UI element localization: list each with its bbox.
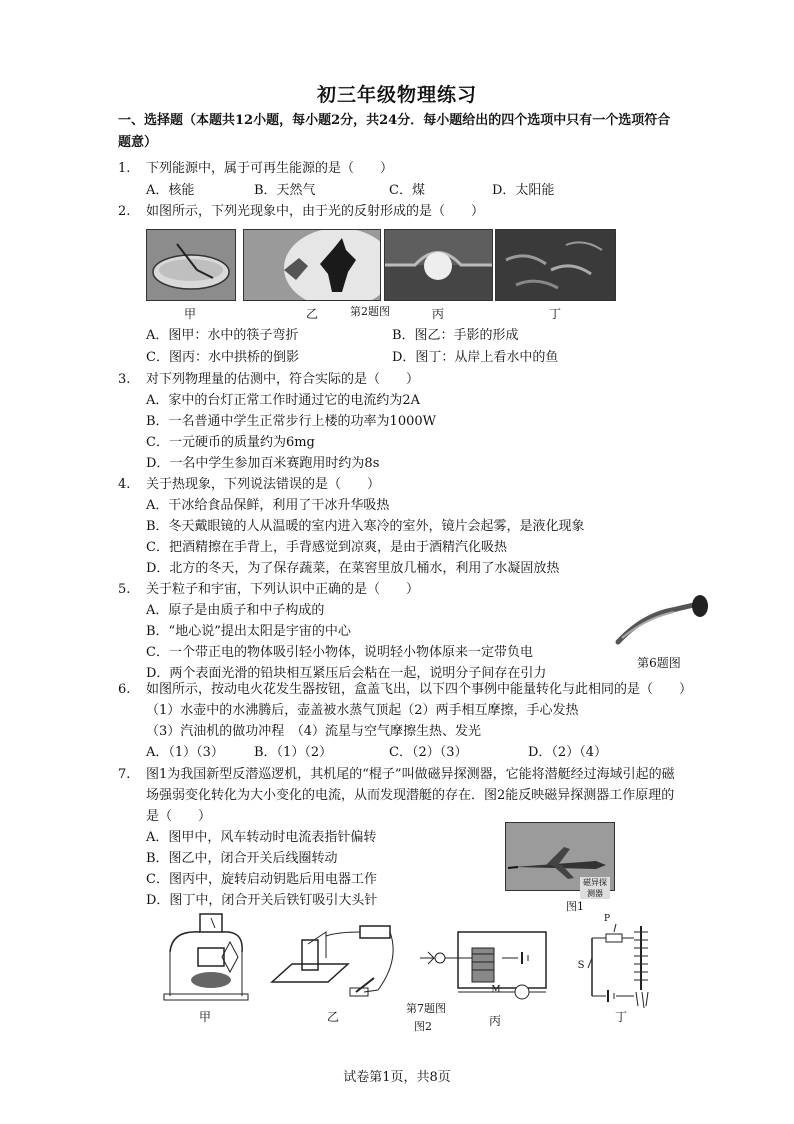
q2-stem: 2. 如图所示，下列光现象中，由于光的反射形成的是（ ）	[118, 204, 485, 219]
q6-sub2: （3）汽油机的做功冲程 （4）流星与空气摩擦生热、发光	[146, 724, 482, 739]
q7-circuit-switch-label: S	[577, 960, 585, 971]
q2-option-a: A．图甲：水中的筷子弯折	[146, 328, 299, 343]
q2-option-d: D．图丁：从岸上看水中的鱼	[392, 350, 559, 365]
q3-option-a: A．家中的台灯正常工作时通过它的电流约为2A	[146, 393, 421, 408]
bridge-reflection-picture	[385, 230, 492, 300]
q7-stem-line2: 场强弱变化转化为大小变化的电流，从而发现潜艇的存在．图2能反映磁异探测器工作原理的	[146, 788, 675, 803]
q6-stem: 6. 如图所示，按动电火花发生器按钮，盒盖飞出，以下四个事例中能量转化与此相同的是（ ）	[118, 682, 693, 697]
q7-option-d: D．图丁中，闭合开关后铁钉吸引大头针	[146, 893, 378, 908]
q7-option-c: C．图丙中，旋转启动钥匙后用电器工作	[146, 872, 377, 887]
q7-fig2-label-jia: 甲	[198, 1010, 211, 1024]
q3-option-c: C．一元硬币的质量约为6mg	[146, 435, 315, 450]
q7-fig1-caption: 图1	[566, 900, 584, 913]
q7-option-b: B．图乙中，闭合开关后线圈转动	[146, 851, 338, 866]
q4-stem: 4. 关于热现象，下列说法错误的是（ ）	[118, 477, 381, 492]
q7-circuit-motor-label: M	[491, 985, 501, 995]
q7-fig2-yi-motor	[268, 920, 398, 1004]
q7-fig2-label-bing: 丙	[488, 1014, 501, 1028]
q7-fig2-caption: 图2	[414, 1020, 432, 1033]
q2-label-yi: 乙	[305, 307, 318, 321]
q6-option-d: D．（2）（4）	[528, 745, 607, 760]
q7-fig1-detector-label: 磁异探测器	[580, 877, 610, 899]
q6-option-b: B．（1）（2）	[254, 745, 333, 760]
q1-option-d: D．太阳能	[492, 183, 555, 198]
q5-option-b: B．“地心说”提出太阳是宇宙的中心	[146, 624, 351, 639]
q6-option-c: C．（2）（3）	[389, 745, 468, 760]
q7-stem-line3: 是（ ）	[146, 809, 212, 824]
chopsticks-bowl-picture	[147, 230, 235, 300]
q5-option-a: A．原子是由质子和中子构成的	[146, 603, 325, 618]
page-footer: 试卷第1页，共8页	[343, 1070, 451, 1085]
q4-option-a: A．干冰给食品保鲜，利用了干冰升华吸热	[146, 498, 390, 513]
q2-photo-fish	[495, 229, 616, 301]
fish-in-water-picture	[496, 230, 615, 300]
section-heading-cont: 题意）	[118, 135, 158, 150]
spark-generator-picture	[612, 586, 712, 646]
q4-option-c: C．把酒精擦在手背上，手背感觉到凉爽，是由于酒精汽化吸热	[146, 540, 507, 555]
q2-label-jia: 甲	[183, 307, 196, 321]
page-title: 初三年级物理练习	[316, 84, 477, 106]
q2-photo-bridge	[384, 229, 493, 301]
q2-photo-hand-shadow	[243, 229, 381, 301]
q3-option-d: D．一名中学生参加百米赛跑用时约为8s	[146, 456, 380, 471]
q1-option-b: B．天然气	[254, 183, 316, 198]
q3-stem: 3. 对下列物理量的估测中，符合实际的是（ ）	[118, 372, 420, 387]
q1-option-a: A．核能	[146, 183, 195, 198]
q2-figure-caption: 第2题图	[350, 305, 390, 318]
q5-option-c: C．一个带正电的物体吸引轻小物体，说明轻小物体原来一定带负电	[146, 645, 533, 660]
q7-fig2-jia-windmill	[160, 912, 250, 1004]
q7-fig2-label-yi: 乙	[326, 1010, 339, 1024]
windmill-generator-diagram	[160, 912, 250, 1004]
q4-option-d: D．北方的冬天，为了保存蔬菜，在菜窖里放几桶水，利用了水凝固放热	[146, 561, 560, 576]
q4-option-b: B．冬天戴眼镜的人从温暖的室内进入寒冷的室外，镜片会起雾，是液化现象	[146, 519, 585, 534]
q5-stem: 5. 关于粒子和宇宙，下列认识中正确的是（ ）	[118, 582, 420, 597]
q1-stem: 1. 下列能源中，属于可再生能源的是（ ）	[118, 161, 394, 176]
q2-photo-chopsticks	[146, 229, 236, 301]
q6-sub1: （1）水壶中的水沸腾后，壶盖被水蒸气顶起（2）两手相互摩擦，手心发热	[146, 703, 579, 718]
fig6-spark-generator	[612, 586, 712, 646]
q2-option-b: B．图乙：手影的形成	[392, 328, 519, 343]
q3-option-b: B．一名普通中学生正常步行上楼的功率为1000W	[146, 414, 436, 429]
q7-figure-caption: 第7题图	[406, 1002, 446, 1015]
q2-label-ding: 丁	[548, 307, 561, 321]
q7-fig2-label-ding: 丁	[614, 1010, 627, 1024]
q7-circuit-slider-label: P	[603, 914, 611, 924]
q1-option-c: C．煤	[389, 183, 425, 198]
q7-stem-line1: 7. 图1为我国新型反潜巡逻机，其机尾的“棍子”叫做磁异探测器，它能将潜艇经过海域引起的磁	[118, 767, 675, 782]
q2-label-bing: 丙	[431, 307, 444, 321]
motor-coil-diagram	[268, 920, 398, 1004]
hand-shadow-picture	[244, 230, 380, 300]
section-heading: 一、选择题（本题共12小题，每小题2分，共24分．每小题给出的四个选项中只有一个选项符合	[118, 113, 671, 128]
q5-option-d: D．两个表面光滑的铅块相互紧压后会粘在一起，说明分子间存在引力	[146, 666, 547, 681]
q6-option-a: A．（1）（3）	[146, 745, 224, 760]
q7-option-a: A．图甲中，风车转动时电流表指针偏转	[146, 830, 377, 845]
q2-option-c: C．图丙：水中拱桥的倒影	[146, 350, 299, 365]
fig6-caption: 第6题图	[637, 656, 681, 670]
